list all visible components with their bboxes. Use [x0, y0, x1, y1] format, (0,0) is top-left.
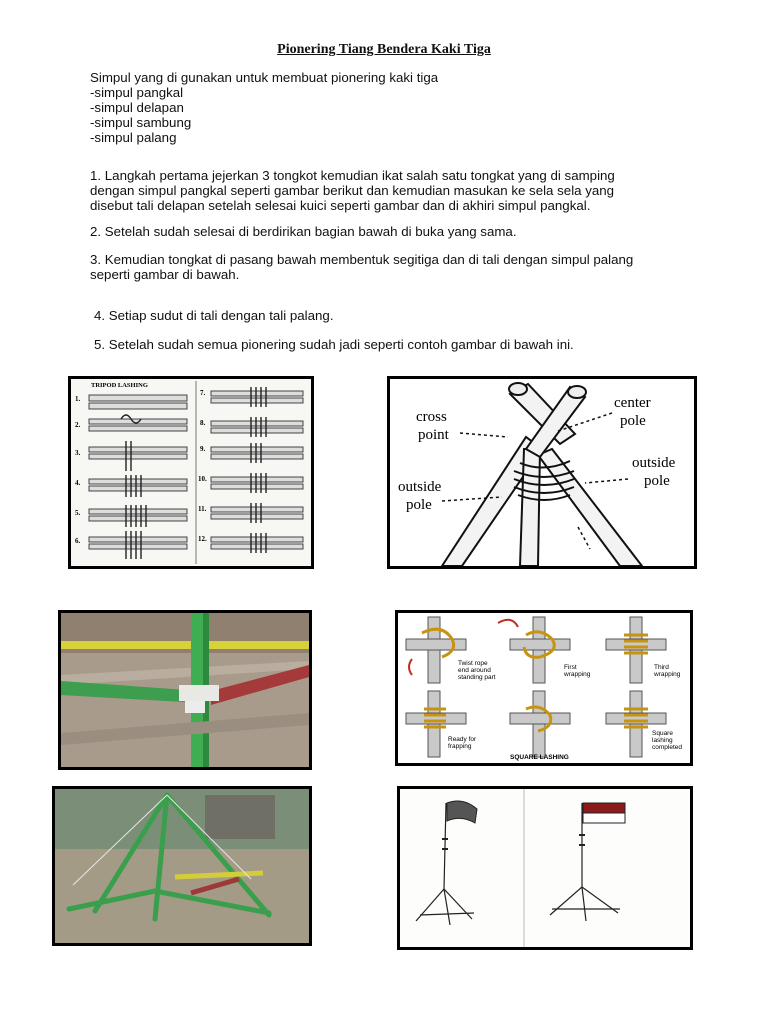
square-lashing-figure [395, 610, 693, 766]
tripod-lashing-illustration [71, 379, 311, 566]
center-pole-label: pole [620, 413, 646, 429]
flag-sketch-drawing [400, 789, 690, 947]
cross-point-label: point [418, 427, 449, 443]
step-1-line: 1. Langkah pertama jejerkan 3 tongkot kemudian ikat salah satu tongkat yang di samping [90, 168, 615, 183]
outside-pole-label: outside [632, 455, 676, 471]
caption-line: Ready for [448, 736, 477, 743]
step-number: 9. [200, 445, 206, 453]
knot-item: -simpul sambung [90, 115, 192, 130]
step-number: 8. [200, 419, 206, 427]
bamboo-joint-image [61, 613, 309, 767]
outside-pole-label: outside [398, 479, 442, 495]
cross-point-diagram [390, 379, 694, 566]
step-number: 1. [75, 395, 81, 403]
step-3-line: 3. Kemudian tongkat di pasang bawah membentuk segitiga dan di tali dengan simpul palang [90, 252, 634, 267]
cross-point-figure [387, 376, 697, 569]
intro-block [90, 70, 438, 145]
step-2-line: 2. Setelah sudah selesai di berdirikan bagian bawah di buka yang sama. [90, 224, 517, 239]
step-number: 12. [198, 535, 207, 543]
document-title: Pionering Tiang Bendera Kaki Tiga [277, 42, 491, 57]
caption-line: lashing [652, 737, 673, 744]
step-number: 11. [198, 505, 207, 513]
square-lashing-title: SQUARE LASHING [510, 754, 569, 761]
bamboo-joint-photo [58, 610, 312, 770]
step-5 [94, 337, 574, 352]
caption-line: Square [652, 730, 673, 737]
step-3-line: seperti gambar di bawah. [90, 267, 240, 282]
knot-item: -simpul palang [90, 130, 177, 145]
step-number: 5. [75, 509, 81, 517]
caption-line: standing part [458, 674, 496, 681]
caption-line: Third [654, 664, 669, 671]
intro-heading: Simpul yang di gunakan untuk membuat pionering kaki tiga [90, 70, 439, 85]
step-2 [90, 224, 517, 239]
outside-pole-label: pole [644, 473, 670, 489]
knot-item: -simpul delapan [90, 100, 184, 115]
step-4 [94, 308, 334, 323]
caption-line: wrapping [654, 671, 681, 678]
step-number: 6. [75, 537, 81, 545]
step-number: 7. [200, 389, 206, 397]
step-1 [90, 168, 615, 213]
flag-sketch-figure [397, 786, 693, 950]
step-number: 4. [75, 479, 81, 487]
tripod-photo [52, 786, 312, 946]
tripod-image [55, 789, 309, 943]
cross-point-label: cross [416, 409, 447, 425]
tripod-lashing-figure [68, 376, 314, 569]
step-number: 2. [75, 421, 81, 429]
caption-line: wrapping [564, 671, 591, 678]
square-lashing-diagram [398, 613, 690, 763]
step-3 [90, 252, 633, 282]
tripod-lashing-title: TRIPOD LASHING [91, 382, 148, 389]
center-pole-label: center [614, 395, 651, 411]
caption-line: completed [652, 744, 682, 751]
step-4-line: 4. Setiap sudut di tali dengan tali palang. [94, 308, 334, 323]
caption-line: Twist rope [458, 660, 488, 667]
step-1-line: disebut tali delapan setelah selesai kuici seperti gambar dan di akhiri simpul pangkal. [90, 198, 591, 213]
caption-line: end around [458, 667, 491, 674]
step-5-line: 5. Setelah sudah semua pionering sudah jadi seperti contoh gambar di bawah ini. [94, 337, 574, 352]
caption-line: frapping [448, 743, 472, 750]
knot-item: -simpul pangkal [90, 85, 184, 100]
step-1-line: dengan simpul pangkal seperti gambar berikut dan kemudian masukan ke sela sela yang [90, 183, 615, 198]
step-number: 10. [198, 475, 207, 483]
caption-line: First [564, 664, 577, 671]
step-number: 3. [75, 449, 81, 457]
outside-pole-label: pole [406, 497, 432, 513]
